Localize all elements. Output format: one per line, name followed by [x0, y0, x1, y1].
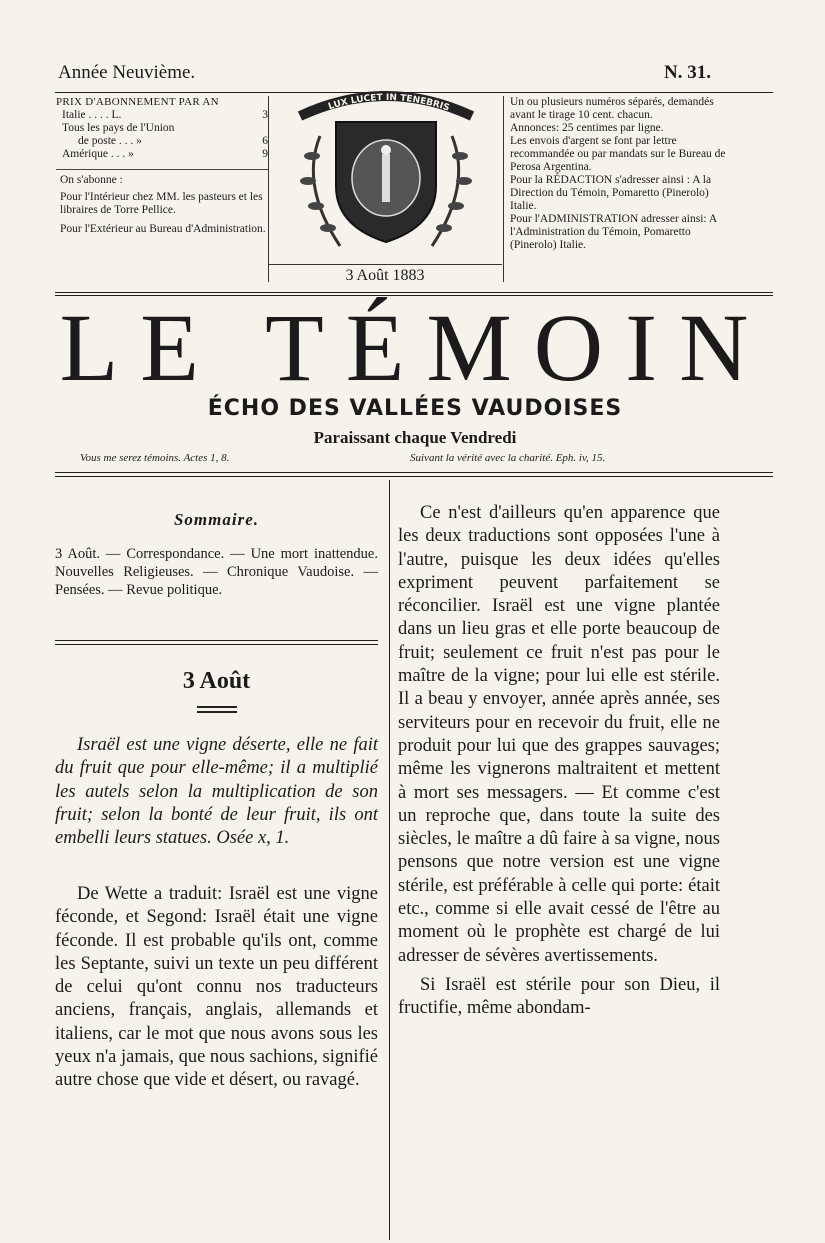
motto-left: Vous me serez témoins. Actes 1, 8.	[80, 452, 230, 464]
article-paragraph: De Wette a traduit: Israël est une vigne féconde, et Segond: Israël était une vigne féconde. Il est probable qu'ils ont, comme les Septante, suivi un texte un peu différent de celui qu'ont connu nos traducteurs anciens, français, anglais, allemands et italiens, car le mot que nous avons sous les yeux n'a jamais, que nous sachions, signifié autre chose que vide et désert, ou ravagé.	[55, 884, 378, 1091]
info-line: Les envois d'argent se font par lettre recommandée ou par mandats sur le Bureau de Perosa Argentina.	[510, 135, 726, 173]
article-paragraph: Ce n'est d'ailleurs qu'en apparence que les deux traductions sont opposées l'une à l'autre, puisque les deux idées qu'elles expriment peuvent parfaitement se réconcilier. Israël est une vigne plantée dans un lieu gras et elle porte beaucoup de fruit; seulement ce fruit n'est pas pour le maître de la vigne; pour lui elle est stérile. Il a beau y envoyer, année après année, ses serviteurs pour en recevoir du fruit, elle ne produit pour lui que des grappes sauvages; même les vignerons maltraitent et mettent à mort ses messagers. — Et comme c'est un reproche que, dans toute la suite des siècles, le maître a dû faire à sa vigne, nous pensons que notre version est une vigne stérile, est préférable à celle qui porte: était etc., comme si elle avait cessé de l'être au moment où le prophète est chargé de lui adresser de sévères avertissements.	[398, 503, 720, 966]
sommaire-text: 3 Août. — Correspondance. — Une mort inattendue. Nouvelles Religieuses. — Chronique Vaudoise. — Pensées. — Revue politique.	[55, 546, 378, 598]
section-rule	[55, 640, 378, 641]
masthead-bottom-rule	[55, 472, 773, 473]
article-title: 3 Août	[182, 668, 251, 694]
subscribe-title: On s'abonne :	[60, 174, 123, 186]
subscribe-interior: Pour l'Intérieur chez MM. les pasteurs et les libraires de Torre Pellice.	[60, 191, 263, 216]
masthead-bottom-rule	[55, 476, 773, 477]
subscription-title: PRIX D'ABONNEMENT PAR AN	[56, 96, 219, 108]
newspaper-subtitle: ÉCHO DES VALLÉES VAUDOISES	[207, 396, 623, 421]
sommaire-title: Sommaire.	[173, 510, 260, 529]
info-line: Pour la RÉDACTION s'adresser ainsi : A la Direction du Témoin, Pomaretto (Pinerolo) Italie.	[510, 174, 712, 212]
section-rule	[55, 644, 378, 645]
info-line: Pour l'ADMINISTRATION adresser ainsi: A l'Administration du Témoin, Pomaretto (Pinerolo) Italie.	[510, 213, 717, 251]
masthead-rule	[55, 292, 773, 293]
publication-frequency: Paraissant chaque Vendredi	[313, 428, 517, 447]
svg-text:LUX LUCET IN TENEBRIS: LUX LUCET IN TENEBRIS	[327, 92, 451, 114]
subscription-box	[56, 96, 269, 282]
info-line: Annonces: 25 centimes par ligne.	[510, 122, 664, 134]
price-row: Tous les pays de l'Union	[62, 122, 175, 134]
edition-year: Année Neuvième.	[58, 62, 196, 83]
article-epigraph: Israël est une vigne déserte, elle ne fait du fruit que pour elle-même; il a multiplié les autels selon la multiplication de son fruit; selon la bonté de leur fruit, ils ont embelli leurs statues. Osée x, 1.	[55, 735, 378, 849]
crest-emblem-icon	[270, 76, 502, 262]
title-ornament	[197, 711, 237, 713]
newspaper-title: LE TÉMOIN	[59, 294, 771, 401]
info-line: Un ou plusieurs numéros séparés, demandés avant le tirage 10 cent. chacun.	[510, 96, 714, 121]
info-box	[503, 96, 728, 282]
article-paragraph: Si Israël est stérile pour son Dieu, il fructifie, même abondam-	[398, 974, 720, 1019]
price-row: Italie . . . . L. 3	[62, 109, 268, 121]
title-ornament	[197, 706, 237, 708]
subscribe-exterior: Pour l'Extérieur au Bureau d'Administration.	[60, 223, 266, 235]
issue-date: 3 Août 1883	[268, 264, 502, 285]
price-row: Amérique . . . » 9	[62, 148, 268, 160]
issue-number: N. 31.	[664, 62, 711, 83]
price-row: de poste . . . » 6	[78, 135, 268, 147]
motto-right: Suivant la vérité avec la charité. Eph. iv, 15.	[410, 452, 606, 464]
column-divider	[389, 480, 390, 1240]
article-column-right	[398, 502, 720, 1021]
